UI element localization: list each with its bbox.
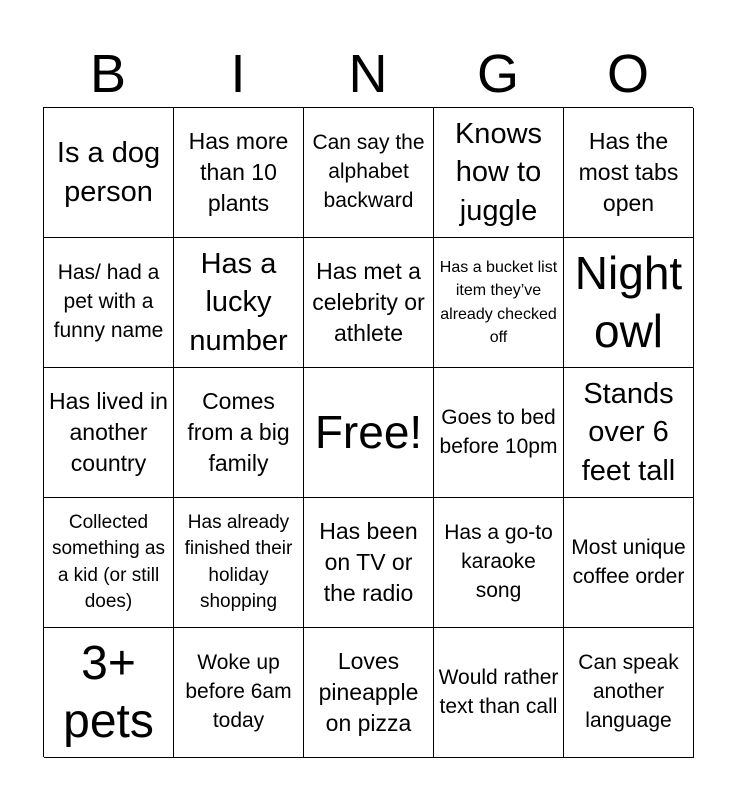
- header-letter-i: I: [230, 44, 246, 104]
- cell-text: Collected something as a kid (or still does): [51, 512, 165, 612]
- bingo-cell[interactable]: [44, 628, 174, 758]
- bingo-cell[interactable]: [564, 368, 694, 498]
- bingo-cell[interactable]: [564, 498, 694, 628]
- cell-text: Has more than 10 plants: [188, 127, 289, 217]
- cell-text: Woke up before 6am today: [185, 651, 292, 732]
- cell-text: Most unique coffee order: [571, 535, 686, 588]
- cell-text: Has been on TV or the radio: [319, 517, 418, 607]
- bingo-cell[interactable]: [174, 368, 304, 498]
- cell-text: Would rather text than call: [438, 665, 559, 718]
- bingo-cell[interactable]: [304, 238, 434, 368]
- cell-text: Has a lucky number: [189, 248, 288, 357]
- bingo-cell[interactable]: [174, 108, 304, 238]
- cell-text: 3+ pets: [63, 636, 154, 748]
- bingo-cell[interactable]: [304, 108, 434, 238]
- cell-text: Has lived in another country: [49, 387, 168, 477]
- cell-text: Night owl: [574, 247, 683, 357]
- header-letter-g: G: [476, 44, 519, 104]
- bingo-cell[interactable]: [564, 628, 694, 758]
- header-letter-b: B: [89, 44, 127, 104]
- bingo-cell[interactable]: [434, 498, 564, 628]
- cell-text: Is a dog person: [56, 137, 161, 208]
- cell-text: Has a bucket list item they’ve already checked off: [439, 259, 558, 346]
- bingo-cell[interactable]: [434, 238, 564, 368]
- header-letter-o: O: [606, 44, 649, 104]
- cell-text: Has met a celebrity or athlete: [312, 257, 425, 347]
- cell-text: Has a go-to karaoke song: [444, 521, 553, 602]
- bingo-cell[interactable]: [564, 108, 694, 238]
- cell-text: Free!: [314, 405, 423, 458]
- bingo-cell[interactable]: [174, 498, 304, 628]
- cell-text: Stands over 6 feet tall: [581, 378, 676, 487]
- bingo-cell[interactable]: [44, 498, 174, 628]
- cell-text: Has the most tabs open: [578, 127, 679, 217]
- bingo-cell[interactable]: [304, 628, 434, 758]
- bingo-cell[interactable]: [44, 108, 174, 238]
- cell-text: Can say the alphabet backward: [312, 131, 425, 212]
- bingo-cell[interactable]: [304, 498, 434, 628]
- cell-text: Goes to bed before 10pm: [439, 405, 558, 458]
- bingo-cell[interactable]: [434, 368, 564, 498]
- bingo-cell[interactable]: [44, 238, 174, 368]
- cell-text: Loves pineapple on pizza: [318, 647, 419, 737]
- cell-text: Has already finished their holiday shopping: [184, 512, 293, 612]
- header-letter-n: N: [348, 44, 388, 104]
- cell-text: Knows how to juggle: [454, 118, 543, 227]
- bingo-cell[interactable]: [434, 628, 564, 758]
- cell-text: Can speak another language: [578, 651, 679, 732]
- bingo-cell[interactable]: [564, 238, 694, 368]
- bingo-card-grid: [43, 107, 693, 757]
- cell-text: Has/ had a pet with a funny name: [53, 261, 164, 342]
- bingo-header: [43, 44, 693, 104]
- bingo-cell[interactable]: [174, 628, 304, 758]
- bingo-cell-free-space[interactable]: [304, 368, 434, 498]
- bingo-cell[interactable]: [434, 108, 564, 238]
- bingo-cell[interactable]: [44, 368, 174, 498]
- bingo-cell[interactable]: [174, 238, 304, 368]
- cell-text: Comes from a big family: [187, 387, 290, 477]
